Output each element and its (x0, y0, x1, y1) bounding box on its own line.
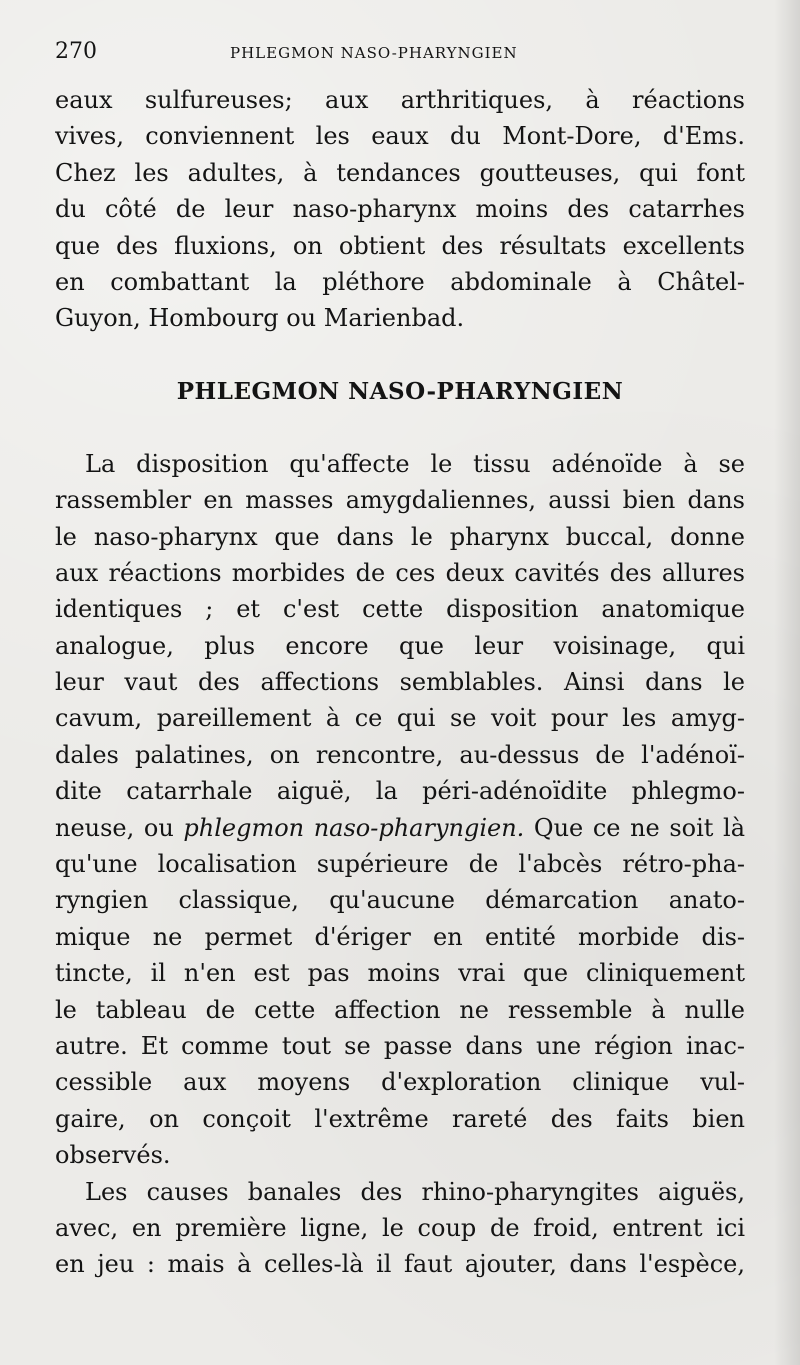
text-line: Chez les adultes, à tendances goutteuses, qui font (55, 158, 745, 187)
text-line: cessible aux moyens d'exploration clinique vul- (55, 1068, 745, 1097)
text-line: ryngien classique, qu'aucune démarcation anato- (55, 886, 745, 915)
page-number: 270 (55, 39, 97, 64)
text-line: dite catarrhale aiguë, la péri-adénoïdite phlegmo- (55, 777, 745, 806)
text-line: le tableau de cette affection ne ressemble à nulle (55, 995, 745, 1024)
running-title: PHLEGMON NASO-PHARYNGIEN (230, 44, 518, 62)
text-segment: Que ce ne soit là (524, 813, 745, 842)
text-line: gaire, on conçoit l'extrême rareté des faits bien (55, 1104, 745, 1133)
text-line: le naso-pharynx que dans le pharynx buccal, donne (55, 522, 745, 551)
page-edge-shadow (774, 0, 800, 1365)
text-line: identiques ; et c'est cette disposition anatomique (55, 595, 745, 624)
text-line: observés. (55, 1141, 171, 1170)
paragraph-3 (55, 1174, 745, 1283)
text-line: rassembler en masses amygdaliennes, aussi bien dans (55, 486, 745, 515)
text-line: qu'une localisation supérieure de l'abcès rétro-pha- (55, 850, 745, 879)
text-line: aux réactions morbides de ces deux cavités des allures (55, 558, 745, 587)
running-header (55, 36, 745, 68)
text-line: du côté de leur naso-pharynx moins des catarrhes (55, 195, 745, 224)
text-line: cavum, pareillement à ce qui se voit pour les amyg- (55, 704, 745, 733)
text-line: leur vaut des affections semblables. Ainsi dans le (55, 668, 745, 697)
text-line-with-italic (55, 810, 745, 846)
text-line: La disposition qu'affecte le tissu adénoïde à se (85, 449, 745, 478)
text-line: que des fluxions, on obtient des résultats excellents (55, 231, 745, 260)
text-line: dales palatines, on rencontre, au-dessus de l'adénoï- (55, 740, 745, 769)
page-body (55, 82, 745, 1283)
text-segment: neuse, ou (55, 813, 184, 842)
paragraph-2 (55, 446, 745, 1174)
text-line: mique ne permet d'ériger en entité morbide dis- (55, 922, 745, 951)
paragraph-1 (55, 82, 745, 337)
text-line: Les causes banales des rhino-pharyngites aiguës, (85, 1177, 745, 1206)
text-line: Guyon, Hombourg ou Marienbad. (55, 304, 465, 333)
text-line: analogue, plus encore que leur voisinage, qui (55, 631, 745, 660)
italic-term: phlegmon naso-pharyngien. (183, 813, 525, 842)
text-line: tincte, il n'en est pas moins vrai que cliniquement (55, 959, 745, 988)
text-line: eaux sulfureuses; aux arthritiques, à réactions (55, 86, 745, 114)
text-line: avec, en première ligne, le coup de froid, entrent ici (55, 1213, 745, 1242)
text-line: vives, conviennent les eaux du Mont-Dore, d'Ems. (55, 122, 745, 151)
section-heading: PHLEGMON NASO-PHARYNGIEN (176, 377, 624, 405)
text-line: autre. Et comme tout se passe dans une région inac- (55, 1031, 745, 1060)
text-line: en combattant la pléthore abdominale à Châtel- (55, 267, 745, 296)
text-line: en jeu : mais à celles-là il faut ajouter, dans l'espèce, (55, 1250, 745, 1279)
